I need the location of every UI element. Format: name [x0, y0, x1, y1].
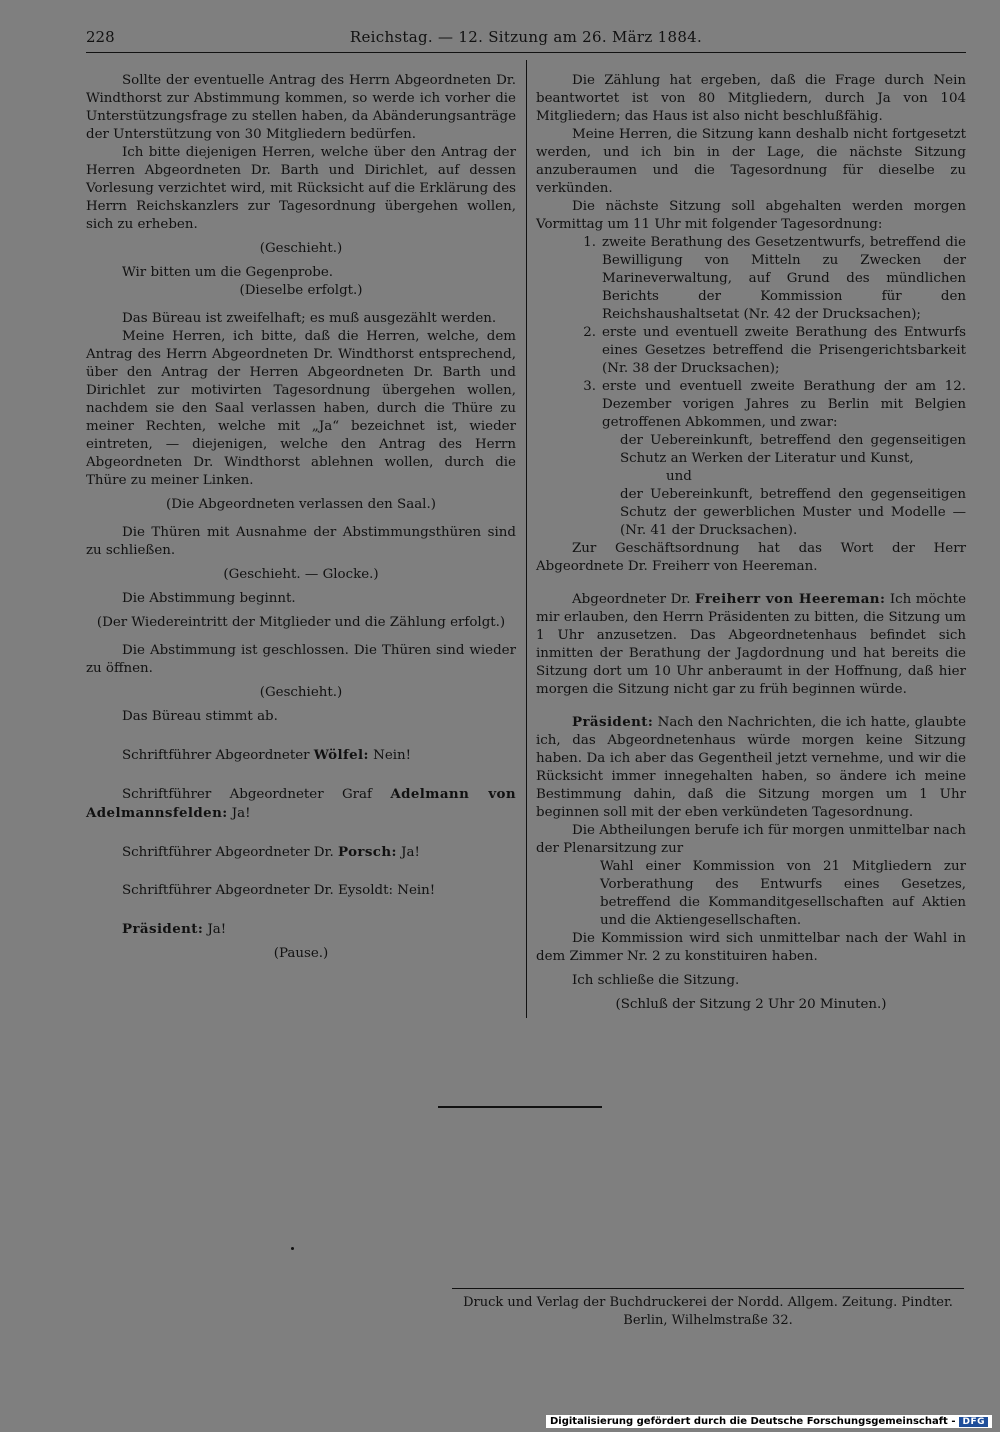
paragraph: Meine Herren, ich bitte, daß die Herren, welche, dem Antrag des Herrn Abgeordneten Dr. Windthorst entsprechend, über den Antrag der Herren Abgeordneten Dr. Barth und Dirichlet zur motivirten Tagesordnung übergehen wollen, nachdem sie den Saal verlassen haben, durch die Thüre zu meiner Rechten, welche mit „Ja“ bezeichnet ist, wieder eintreten, — diejenigen, welche den Antrag des Herrn Abgeordneten Dr. Windthorst ablehnen wollen, durch die Thüre zu meiner Linken.	[86, 329, 516, 488]
imprint	[452, 1294, 964, 1330]
speaker-name: Adelmann von Adelmannsfelden:	[86, 786, 516, 821]
speaker-name: Präsident:	[572, 714, 654, 730]
stage-direction: (Pause.)	[273, 946, 329, 961]
stage-direction: (Schluß der Sitzung 2 Uhr 20 Minuten.)	[615, 997, 887, 1012]
footer-rule	[452, 1288, 964, 1289]
stage-direction: (Geschieht.)	[259, 241, 343, 256]
paragraph: Zur Geschäftsordnung hat das Wort der Herr Abgeordnete Dr. Freiherr von Heereman.	[536, 541, 966, 574]
left-column	[86, 72, 516, 963]
paragraph: Das Büreau stimmt ab.	[122, 709, 278, 724]
paragraph: Die nächste Sitzung soll abgehalten werden morgen Vormittag um 11 Uhr mit folgender Tagesordnung:	[536, 199, 966, 232]
right-column	[536, 72, 966, 1014]
speaker-paragraph: Abgeordneter Dr. Freiherr von Heereman: Ich möchte mir erlauben, den Herrn Präsidenten zu bitten, die Sitzung um 1 Uhr anzusetzen. Das Abgeordnetenhaus befindet sich inmitten der Berathung der Jagdordnung und hat bereits die Sitzung dort um 10 Uhr anberaumt in der Hoffnung, daß hier morgen die Sitzung nicht gar zu früh beginnen würde.	[536, 591, 966, 697]
paragraph: Meine Herren, die Sitzung kann deshalb nicht fortgesetzt werden, und ich bin in der Lage, die nächste Sitzung anzuberaumen und die Tagesordnung für dieselbe zu verkünden.	[536, 127, 966, 196]
paragraph: Die Abstimmung beginnt.	[122, 591, 296, 606]
speaker-name: Porsch:	[337, 844, 397, 860]
agenda-item: 2. erste und eventuell zweite Berathung des Entwurfs eines Gesetzes betreffend die Prisengerichtsbarkeit (Nr. 38 der Drucksachen);	[583, 325, 966, 376]
page-header	[86, 28, 966, 50]
speaker-line: Schriftführer Abgeordneter Graf Adelmann von Adelmannsfelden: Ja!	[86, 786, 516, 821]
imprint-line: Berlin, Wilhelmstraße 32.	[623, 1313, 793, 1328]
paragraph: Ich schließe die Sitzung.	[572, 973, 740, 988]
paragraph: Das Büreau ist zweifelhaft; es muß ausgezählt werden.	[122, 311, 497, 326]
agenda-subitem: der Uebereinkunft, betreffend den gegenseitigen Schutz der gewerblichen Muster und Modelle — (Nr. 41 der Drucksachen).	[620, 487, 966, 538]
paragraph: Die Abstimmung ist geschlossen. Die Thüren sind wieder zu öffnen.	[86, 643, 516, 676]
agenda-connector: und	[666, 469, 692, 484]
stage-direction: (Die Abgeordneten verlassen den Saal.)	[166, 497, 436, 512]
running-title: Reichstag. — 12. Sitzung am 26. März 1884.	[349, 28, 703, 46]
dfg-logo: DFG	[959, 1417, 988, 1427]
stage-direction: (Geschieht. — Glocke.)	[223, 567, 379, 582]
stage-direction: (Geschieht.)	[259, 685, 343, 700]
imprint-line: Druck und Verlag der Buchdruckerei der Nordd. Allgem. Zeitung. Pindter.	[463, 1295, 953, 1310]
commission-item: Wahl einer Kommission von 21 Mitgliedern zur Vorberathung des Entwurfs eines Gesetzes, betreffend die Kommanditgesellschaften auf Aktien und die Aktiengesellschaften.	[600, 859, 966, 928]
speaker-name: Präsident:	[122, 921, 204, 937]
speaker-name: Freiherr von Heereman:	[695, 591, 886, 607]
speaker-line: Schriftführer Abgeordneter Dr. Porsch: Ja!	[122, 844, 420, 860]
paragraph: Die Zählung hat ergeben, daß die Frage durch Nein beantwortet ist von 80 Mitgliedern, durch Ja von 104 Mitgliedern; das Haus ist also nicht beschlußfähig.	[536, 73, 966, 124]
dfg-credit-text: Digitalisierung gefördert durch die Deutsche Forschungsgemeinschaft -	[549, 1416, 956, 1427]
speaker-line: Schriftführer Abgeordneter Wölfel: Nein!	[122, 747, 412, 763]
stage-direction: (Dieselbe erfolgt.)	[239, 283, 363, 298]
page-number: 228	[86, 28, 115, 46]
paragraph: Ich bitte diejenigen Herren, welche über den Antrag der Herren Abgeordneten Dr. Barth und Dirichlet, auf dessen Vorlesung verzichtet wird, mit Rücksicht auf die Erklärung des Herrn Reichskanzlers zur Tagesordnung übergehen wollen, sich zu erheben.	[86, 145, 516, 232]
column-divider	[526, 60, 527, 1018]
speaker-name: Wölfel:	[313, 747, 369, 763]
speaker-paragraph: Präsident: Nach den Nachrichten, die ich hatte, glaubte ich, das Abgeordnetenhaus würde morgen keine Sitzung haben. Da ich aber das Gegentheil jetzt vernehme, und wir die Rücksicht immer innegehalten haben, so ändere ich meine Bestimmung dahin, daß die Sitzung morgen um 1 Uhr beginnen soll mit der eben verkündeten Tagesordnung.	[536, 714, 966, 820]
agenda-subitem: der Uebereinkunft, betreffend den gegenseitigen Schutz an Werken der Literatur und Kunst,	[620, 433, 966, 466]
paragraph: Die Abtheilungen berufe ich für morgen unmittelbar nach der Plenarsitzung zur	[536, 823, 966, 856]
paragraph: Wir bitten um die Gegenprobe.	[122, 265, 334, 280]
speaker-line: Präsident: Ja!	[122, 921, 227, 937]
paragraph: Die Kommission wird sich unmittelbar nach der Wahl in dem Zimmer Nr. 2 zu konstituiren haben.	[536, 931, 966, 964]
agenda-item: 1. zweite Berathung des Gesetzentwurfs, betreffend die Bewilligung von Mitteln zu Zwecken der Marineverwaltung, auf Grund des mündlichen Berichts der Kommission für den Reichshaushaltsetat (Nr. 42 der Drucksachen);	[583, 235, 966, 322]
header-rule	[86, 52, 966, 53]
speck	[291, 1247, 294, 1250]
agenda-item: 3. erste und eventuell zweite Berathung der am 12. Dezember vorigen Jahres zu Berlin mit Belgien getroffenen Abkommen, und zwar:	[583, 379, 966, 430]
paragraph: Sollte der eventuelle Antrag des Herrn Abgeordneten Dr. Windthorst zur Abstimmung kommen, so werde ich vorher die Unterstützungsfrage zu stellen haben, da Abänderungsanträge der Unterstützung von 30 Mitgliedern bedürfen.	[86, 73, 516, 142]
speaker-line: Schriftführer Abgeordneter Dr. Eysoldt: Nein!	[122, 883, 436, 898]
stage-direction: (Der Wiedereintritt der Mitglieder und die Zählung erfolgt.)	[96, 615, 506, 630]
paragraph: Die Thüren mit Ausnahme der Abstimmungsthüren sind zu schließen.	[86, 525, 516, 558]
dfg-credit	[546, 1415, 992, 1428]
end-rule	[438, 1106, 602, 1108]
